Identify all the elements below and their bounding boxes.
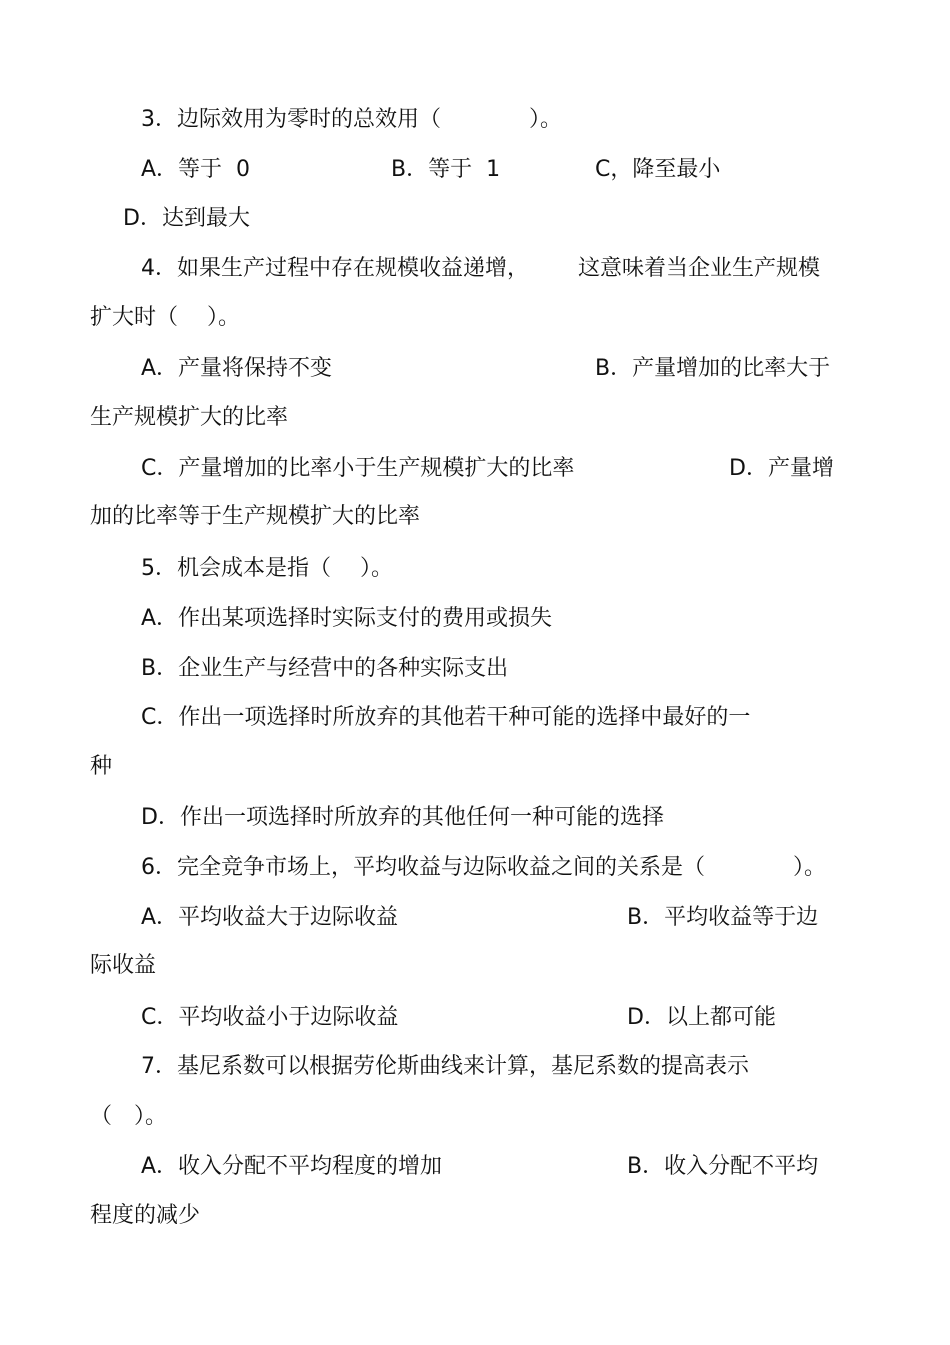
question-7-stem: 7．基尼系数可以根据劳伦斯曲线来计算，基尼系数的提高表示 [141,1054,749,1079]
question-4-option-a: A．产量将保持不变 [141,356,333,381]
question-4-option-b: B．产量增加的比率大于 [595,356,831,381]
question-6-option-b-continued: 际收益 [90,953,157,978]
question-5-option-d: D．作出一项选择时所放弃的其他任何一种可能的选择 [141,805,664,830]
question-4-option-b-continued: 生产规模扩大的比率 [90,405,289,430]
question-6-stem: 6．完全竞争市场上，平均收益与边际收益之间的关系是（ ）。 [141,855,826,880]
question-7-stem-line-2: （ ）。 [90,1104,168,1129]
question-5-stem: 5．机会成本是指（ ）。 [141,556,393,581]
question-6-option-a: A．平均收益大于边际收益 [141,905,399,930]
question-4-stem-line-2: 扩大时（ ）。 [90,305,240,330]
question-3-option-d: D．达到最大 [123,206,250,231]
question-3-stem: 3．边际效用为零时的总效用（ ）。 [141,107,562,132]
question-5-option-a: A．作出某项选择时实际支付的费用或损失 [141,606,553,631]
question-6-option-c: C．平均收益小于边际收益 [141,1005,399,1030]
question-7-option-b-continued: 程度的减少 [90,1203,201,1228]
question-4-stem-part-1: 4．如果生产过程中存在规模收益递增， [141,256,529,281]
question-5-option-b: B．企业生产与经营中的各种实际支出 [141,656,509,681]
question-3-option-b: B．等于 1 [391,157,501,182]
question-4-option-c: C．产量增加的比率小于生产规模扩大的比率 [141,456,575,481]
question-4-stem-part-2: 这意味着当企业生产规模 [578,256,821,281]
question-3-option-c: C，降至最小 [595,157,721,182]
question-4-option-d: D．产量增 [729,456,834,481]
question-3-option-a: A．等于 0 [141,157,251,182]
question-5-option-c: C．作出一项选择时所放弃的其他若干种可能的选择中最好的一 [141,705,751,730]
question-7-option-a: A．收入分配不平均程度的增加 [141,1154,443,1179]
question-7-option-b: B．收入分配不平均 [627,1154,819,1179]
question-6-option-d: D．以上都可能 [627,1005,776,1030]
question-6-option-b: B．平均收益等于边 [627,905,819,930]
question-4-option-d-continued: 加的比率等于生产规模扩大的比率 [90,504,421,529]
question-5-option-c-continued: 种 [90,754,113,779]
